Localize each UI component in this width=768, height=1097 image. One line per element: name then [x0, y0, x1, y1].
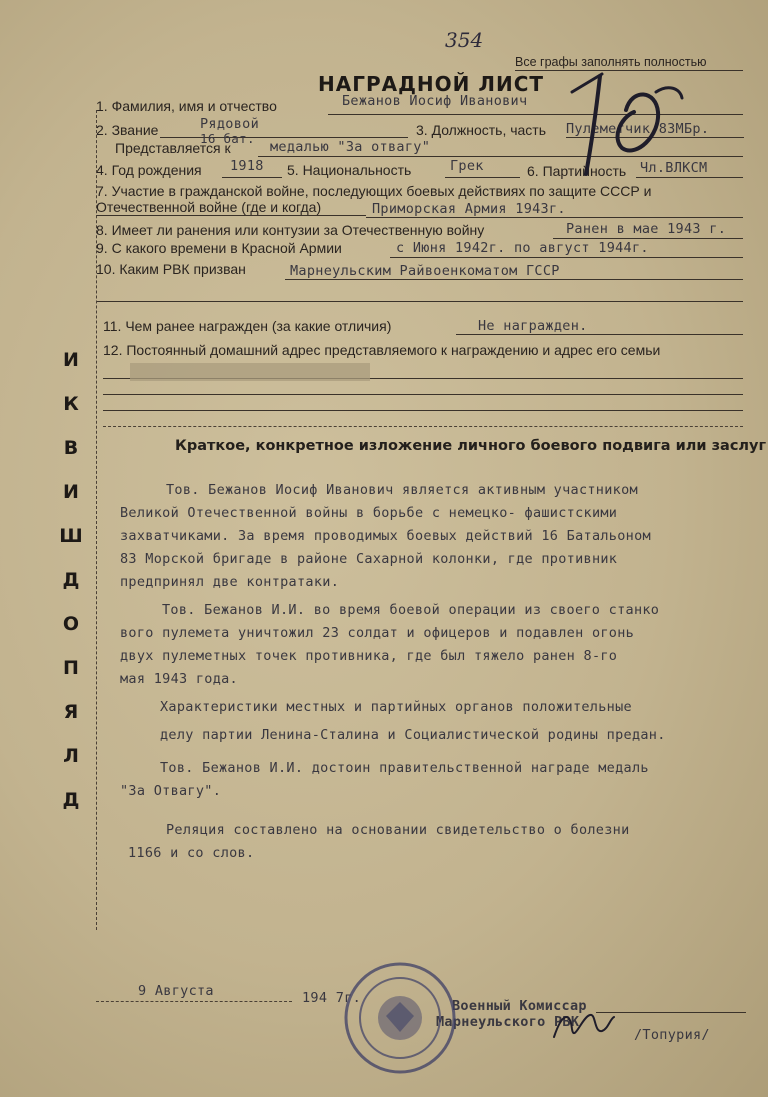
official-stamp-icon	[340, 958, 460, 1078]
field-10-value: Марнеульским Райвоенкоматом ГССР	[290, 263, 560, 279]
field-8-label: 8. Имеет ли ранения или контузии за Отечественную войну	[96, 222, 485, 238]
archive-number: 354	[445, 28, 484, 52]
body-line: Тов. Бежанов Иосиф Иванович является активным участником	[166, 482, 638, 498]
field-8-value: Ранен в мае 1943 г.	[566, 221, 727, 237]
signature-icon	[548, 1003, 618, 1049]
field-3-label: 3. Должность, часть	[416, 122, 547, 138]
field-12-label: 12. Постоянный домашний адрес представляемого к награждению и адрес его семьи	[103, 342, 661, 358]
field-11-label: 11. Чем ранее награжден (за какие отличия)	[103, 318, 392, 334]
field-11-value: Не награжден.	[478, 318, 588, 334]
body-line: "За Отвагу".	[120, 783, 222, 799]
field-5-label: 5. Национальность	[287, 162, 412, 178]
field-9-label: 9. С какого времени в Красной Армии	[96, 240, 342, 256]
side-label-dlya-podshivki: И К В И Ш Д О П Я Л Д	[59, 349, 83, 811]
redacted-address	[130, 363, 370, 381]
field-2-value: Рядовой	[200, 116, 259, 132]
field-5-value: Грек	[450, 158, 484, 174]
date-year: 194 7г.	[302, 990, 361, 1006]
field-4-label: 4. Год рождения	[96, 162, 202, 178]
field-1-label: 1. Фамилия, имя и отчество	[96, 98, 277, 114]
field-6-label: 6. Партийность	[527, 163, 627, 179]
body-line: 1166 и со слов.	[128, 845, 255, 861]
body-line: двух пулеметных точек противника, где был тяжело ранен 8-го	[120, 648, 618, 664]
field-6-value: Чл.ВЛКСМ	[640, 160, 708, 176]
date-day: 9 Августа	[138, 983, 214, 999]
body-line: захватчиками. За время проводимых боевых действий 16 Батальоном	[120, 528, 651, 544]
field-2-label: 2. Звание	[96, 122, 159, 138]
field-4-value: 1918	[230, 158, 264, 174]
fill-note: Все графы заполнять полностью	[515, 55, 707, 69]
body-line: Тов. Бежанов И.И. достоин правительственной награде медаль	[160, 760, 649, 776]
body-line: Тов. Бежанов И.И. во время боевой операции из своего станко	[162, 602, 660, 618]
field-1-value: Бежанов Иосиф Иванович	[342, 93, 528, 109]
field-3-value: Пулеметчик 83МБр.	[566, 121, 710, 137]
field-3-extra: 16 бат.	[200, 131, 255, 146]
signer-name: /Топурия/	[634, 1027, 710, 1043]
body-line: Реляция составлено на основании свидетельство о болезни	[166, 822, 630, 838]
signer-office: Марнеульского РВК	[436, 1014, 580, 1030]
body-line: вого пулемета уничтожил 23 солдат и офицеров и подавлен огонь	[120, 625, 635, 641]
body-line: предпринял две контратаки.	[120, 574, 340, 590]
body-line: мая 1943 года.	[120, 671, 238, 687]
feat-heading: Краткое, конкретное изложение личного боевого подвига или заслуг	[175, 438, 767, 454]
signer-title: Военный Комиссар	[452, 998, 587, 1014]
body-line: Характеристики местных и партийных органов положительные	[160, 699, 632, 715]
body-line: делу партии Ленина-Сталина и Социалистической родины предан.	[160, 727, 666, 743]
document-title: НАГРАДНОЙ ЛИСТ	[318, 72, 545, 96]
presented-value: медалью "За отвагу"	[270, 139, 431, 155]
field-10-label: 10. Каким РВК призван	[96, 261, 246, 277]
body-line: Великой Отечественной войны в борьбе с немецко- фашистскими	[120, 505, 618, 521]
field-7-value: Приморская Армия 1943г.	[372, 201, 566, 217]
field-7-line1: 7. Участие в гражданской войне, последующих боевых действиях по защите СССР и	[96, 183, 652, 199]
field-9-value: с Июня 1942г. по август 1944г.	[396, 240, 649, 256]
body-line: 83 Морской бригаде в районе Сахарной колонки, где противник	[120, 551, 618, 567]
presented-label: Представляется к	[115, 140, 231, 156]
field-7-line2: Отечественной войне (где и когда)	[96, 199, 322, 215]
handwritten-mark-icon	[560, 62, 690, 180]
